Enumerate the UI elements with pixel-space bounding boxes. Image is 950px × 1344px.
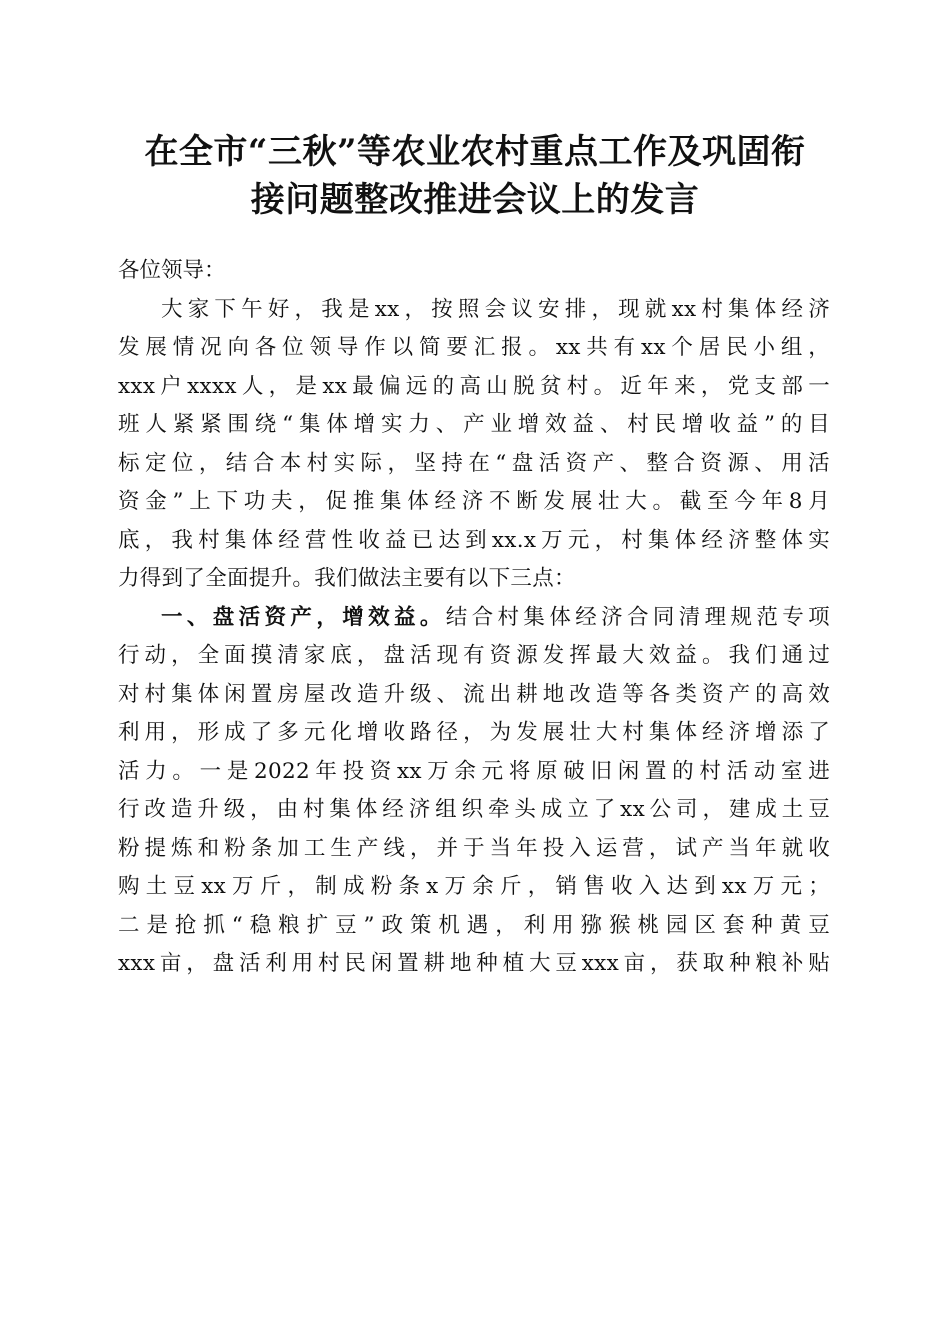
paragraph-line: 资金”上下功夫，促推集体经济不断发展壮大。截至今年8月 xyxy=(118,489,830,514)
page-title xyxy=(100,128,850,224)
section-first-line xyxy=(118,599,830,638)
salutation: 各位领导： xyxy=(118,258,226,283)
section-heading-rest: 结合村集体经济合同清理规范专项 xyxy=(445,604,830,630)
paragraph-line: 对村集体闲置房屋改造升级、流出耕地改造等各类资产的高效 xyxy=(118,681,830,707)
paragraph-line: 班人紧紧围绕“集体增实力、产业增效益、村民增收益”的目 xyxy=(118,412,830,437)
section-1 xyxy=(118,599,830,984)
document-body xyxy=(118,252,830,984)
paragraph-line: 利用，形成了多元化增收路径，为发展壮大村集体经济增添了 xyxy=(118,720,830,745)
paragraph-line: 发展情况向各位领导作以简要汇报。xx共有xx个居民小组， xyxy=(118,335,830,360)
paragraph-introduction xyxy=(118,291,830,599)
paragraph-line: 行动，全面摸清家底，盘活现有资源发挥最大效益。我们通过 xyxy=(118,643,830,668)
paragraph-line: xxx户xxxx人，是xx最偏远的高山脱贫村。近年来，党支部一 xyxy=(118,373,830,399)
paragraph-line: xxx亩，盘活利用村民闲置耕地种植大豆xxx亩，获取种粮补贴 xyxy=(118,951,830,976)
paragraph-line: 行改造升级，由村集体经济组织牵头成立了xx公司，建成土豆 xyxy=(118,797,830,822)
paragraph-line: 粉提炼和粉条加工生产线，并于当年投入运营，试产当年就收 xyxy=(118,835,830,861)
title-line-1: 在全市“三秋”等农业农村重点工作及巩固衔 xyxy=(144,132,806,172)
paragraph-line: 活力。一是2022年投资xx万余元将原破旧闲置的村活动室进 xyxy=(118,758,830,784)
section-heading: 一、盘活资产，增效益。 xyxy=(161,604,446,630)
paragraph-line: 购土豆xx万斤，制成粉条x万余斤，销售收入达到xx万元； xyxy=(118,874,830,899)
paragraph-line: 大家下午好，我是xx，按照会议安排，现就xx村集体经济 xyxy=(161,296,830,322)
paragraph-line: 力得到了全面提升。我们做法主要有以下三点： xyxy=(118,566,576,591)
paragraph-line: 底，我村集体经营性收益已达到xx.x万元，村集体经济整体实 xyxy=(118,527,830,553)
paragraph-line: 标定位，结合本村实际，坚持在“盘活资产、整合资源、用活 xyxy=(118,450,830,476)
title-line-2: 接问题整改推进会议上的发言 xyxy=(250,180,700,220)
paragraph-line: 二是抢抓“稳粮扩豆”政策机遇，利用猕猴桃园区套种黄豆 xyxy=(118,912,830,938)
